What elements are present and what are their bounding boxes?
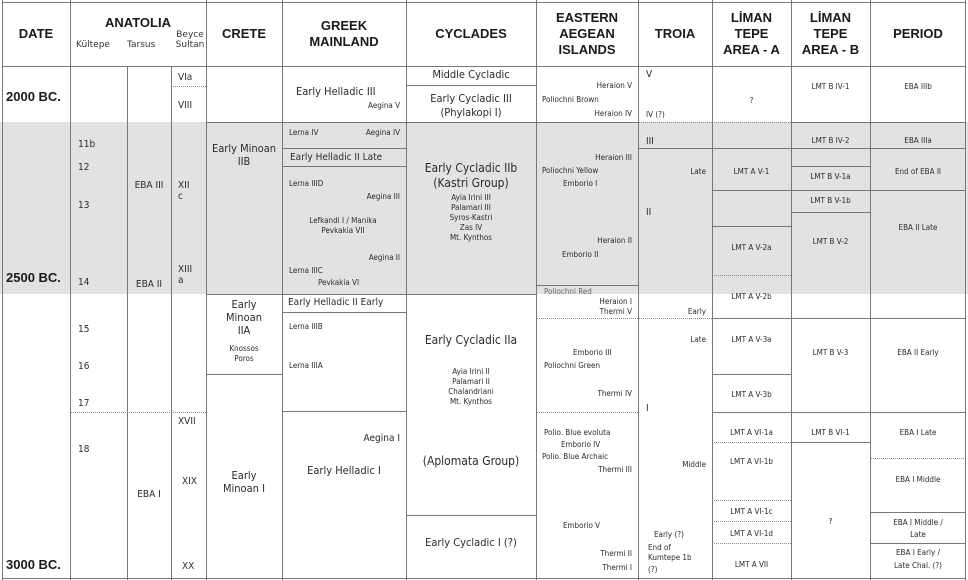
table-border-bottom bbox=[2, 578, 966, 579]
liman-a-rule bbox=[712, 374, 791, 375]
kultepe-label: 15 bbox=[78, 324, 90, 335]
greek-lerna3a: Lerna IIIA bbox=[289, 361, 323, 370]
period-eba1-middle-late-2: Late bbox=[910, 530, 926, 539]
eastern-thermi4: Thermi IV bbox=[597, 389, 632, 398]
eastern-heraion3: Heraion III bbox=[595, 153, 632, 162]
liman-a-dotted-rule bbox=[712, 521, 791, 522]
liman-a-rule bbox=[712, 190, 791, 191]
liman-a-rule bbox=[712, 412, 791, 413]
cyclades-phylakopi: (Phylakopi I) bbox=[440, 106, 502, 119]
cyclades-zas: Zas IV bbox=[459, 223, 483, 232]
liman-a-rule bbox=[712, 318, 791, 319]
liman-a-question: ? bbox=[749, 96, 754, 105]
date-3000: 3000 BC. bbox=[6, 557, 61, 572]
liman-a-rule bbox=[712, 226, 791, 227]
troia-early1: Early bbox=[687, 307, 706, 316]
beyce-label: XII c bbox=[178, 180, 190, 202]
cyclades-kastri: (Kastri Group) bbox=[433, 176, 509, 190]
beyce-label: XX bbox=[182, 561, 195, 572]
crete-em1: Early Minoan I bbox=[222, 469, 265, 495]
greek-lerna3d: Lerna IIID bbox=[289, 179, 324, 188]
eastern-pol-blue-arch: Polio. Blue Archaic bbox=[542, 452, 609, 461]
greek-rule bbox=[282, 312, 406, 313]
cyclades-aplomata: (Aplomata Group) bbox=[422, 454, 520, 468]
header-date: DATE bbox=[18, 26, 54, 41]
greek-lerna3c: Lerna IIIC bbox=[289, 266, 323, 275]
kultepe-label: 18 bbox=[78, 444, 90, 455]
table-border-right bbox=[965, 0, 966, 580]
eastern-pol-green: Poliochni Green bbox=[544, 361, 601, 370]
eastern-emborio4: Emborio IV bbox=[561, 440, 601, 449]
cyclades-rule bbox=[406, 85, 536, 86]
period-rule bbox=[870, 122, 966, 123]
cyclades-ec2b: Early Cycladic IIb bbox=[424, 161, 518, 175]
header-liman-a: LİMAN TEPE AREA - A bbox=[723, 10, 780, 57]
anatolia-subdivider bbox=[127, 66, 128, 580]
liman-b-v2: LMT B V-2 bbox=[812, 237, 849, 246]
eastern-heraion2: Heraion II bbox=[597, 236, 632, 245]
header-liman-b: LİMAN TEPE AREA - B bbox=[801, 10, 860, 57]
header-anatolia: ANATOLIA bbox=[105, 15, 171, 30]
cyclades-ec3: Early Cycladic III bbox=[430, 92, 512, 105]
period-eba1-early: EBA I Early / bbox=[896, 548, 940, 557]
date-2000: 2000 BC. bbox=[6, 89, 61, 104]
column-divider bbox=[712, 0, 713, 580]
period-rule bbox=[870, 543, 966, 544]
liman-b-rule bbox=[791, 166, 870, 167]
eastern-thermi1: Thermi I bbox=[602, 563, 632, 572]
greek-rule bbox=[282, 166, 406, 167]
liman-a-v3a: LMT A V-3a bbox=[731, 335, 772, 344]
beyce-label: VIa bbox=[178, 72, 193, 83]
liman-a-v1: LMT A V-1 bbox=[733, 167, 770, 176]
liman-b-rule bbox=[791, 148, 870, 149]
greek-rule bbox=[282, 122, 406, 123]
table-border-left bbox=[2, 0, 3, 580]
crete-rule bbox=[206, 122, 282, 123]
beyce-label: XVII bbox=[178, 416, 196, 427]
greek-pevkakia7: Pevkakia VII bbox=[321, 226, 365, 235]
liman-a-vi1a: LMT A VI-1a bbox=[730, 428, 773, 437]
header-tarsus: Tarsus bbox=[127, 40, 156, 50]
liman-a-vii: LMT A VII bbox=[734, 560, 769, 569]
eastern-heraion5: Heraion V bbox=[596, 81, 632, 90]
beyce-label: VIII bbox=[178, 100, 193, 111]
eastern-heraion1: Heraion I bbox=[599, 297, 632, 306]
greek-eh3: Early Helladic III bbox=[296, 85, 376, 98]
period-eba1-middle-late: EBA I Middle / bbox=[893, 518, 943, 527]
liman-b-rule bbox=[791, 412, 870, 413]
liman-b-question: ? bbox=[828, 517, 833, 526]
eastern-emborio3: Emborio III bbox=[573, 348, 612, 357]
eastern-emborio2: Emborio II bbox=[562, 250, 599, 259]
troia-iii: III bbox=[646, 136, 654, 147]
tarsus-eba2: EBA II bbox=[135, 279, 163, 290]
liman-b-v3: LMT B V-3 bbox=[812, 348, 849, 357]
anatolia-dotted-rule bbox=[70, 412, 206, 413]
troia-middle: Middle bbox=[682, 460, 706, 469]
liman-a-vi1c: LMT A VI-1c bbox=[730, 507, 773, 516]
header-cyclades: CYCLADES bbox=[435, 26, 507, 41]
date-2500: 2500 BC. bbox=[6, 270, 61, 285]
period-rule bbox=[870, 512, 966, 513]
eastern-heraion4: Heraion IV bbox=[594, 109, 632, 118]
liman-b-rule bbox=[791, 190, 870, 191]
column-divider bbox=[406, 0, 407, 580]
liman-a-dotted-rule bbox=[712, 543, 791, 544]
greek-eh2early: Early Helladic II Early bbox=[288, 297, 384, 308]
eastern-thermi5: Thermi V bbox=[599, 307, 632, 316]
liman-b-rule bbox=[791, 318, 870, 319]
kultepe-label: 16 bbox=[78, 361, 90, 372]
eastern-pol-yellow: Poliochni Yellow bbox=[542, 166, 599, 175]
troia-late2: Late bbox=[690, 335, 706, 344]
liman-b-rule bbox=[791, 122, 870, 123]
eastern-dotted-rule bbox=[536, 318, 638, 319]
greek-aegina3: Aegina III bbox=[366, 192, 400, 201]
header-bottom-rule bbox=[2, 66, 966, 67]
cyclades-ayia2: Ayia Irini II bbox=[452, 367, 490, 376]
eastern-thermi2: Thermi II bbox=[600, 549, 632, 558]
header-kultepe: Kültepe bbox=[76, 40, 110, 50]
eastern-rule bbox=[536, 122, 638, 123]
period-eba2-early: EBA II Early bbox=[897, 348, 939, 357]
greek-rule bbox=[282, 411, 406, 412]
eastern-emborio5: Emborio V bbox=[563, 521, 601, 530]
liman-b-v1b: LMT B V-1b bbox=[810, 196, 851, 205]
kultepe-label: 12 bbox=[78, 162, 90, 173]
period-rule bbox=[870, 318, 966, 319]
greek-lerna3b: Lerna IIIB bbox=[289, 322, 323, 331]
liman-a-rule bbox=[712, 148, 791, 149]
kultepe-label: 17 bbox=[78, 398, 90, 409]
greek-rule bbox=[282, 294, 406, 295]
cyclades-ayia3: Ayia Irini III bbox=[451, 193, 491, 202]
cyclades-rule bbox=[406, 122, 536, 123]
crete-em2b: Early Minoan IIB bbox=[211, 142, 277, 168]
crete-poros: Poros bbox=[234, 354, 254, 363]
liman-b-vi1: LMT B VI-1 bbox=[811, 428, 850, 437]
period-eba3a: EBA IIIa bbox=[904, 136, 932, 145]
header-eastern-aegean: EASTERN AEGEAN ISLANDS bbox=[555, 10, 619, 57]
liman-a-dotted-rule bbox=[712, 275, 791, 276]
liman-a-v3b: LMT A V-3b bbox=[731, 390, 772, 399]
beyce-label: XIII a bbox=[178, 264, 193, 286]
beyce-label: XIX bbox=[182, 476, 197, 487]
cyclades-chalandriani: Chalandriani bbox=[448, 387, 494, 396]
column-divider bbox=[638, 0, 639, 580]
troia-end-of: End of bbox=[648, 543, 671, 552]
eastern-emborio1: Emborio I bbox=[563, 179, 598, 188]
tarsus-eba3: EBA III bbox=[134, 180, 164, 191]
period-end-eba2: End of EBA II bbox=[894, 167, 942, 176]
eastern-dotted-rule bbox=[536, 412, 638, 413]
eastern-rule bbox=[536, 285, 638, 286]
liman-b-rule bbox=[791, 442, 870, 443]
period-rule bbox=[870, 190, 966, 191]
period-eba1-early-2: Late Chal. (?) bbox=[894, 561, 942, 570]
greek-lefkandi: Lefkandi I / Manika bbox=[309, 216, 377, 225]
greek-aegina1: Aegina I bbox=[363, 433, 400, 444]
column-divider bbox=[70, 0, 71, 580]
crete-rule bbox=[206, 294, 282, 295]
liman-a-vi1b: LMT A VI-1b bbox=[730, 457, 773, 466]
anatolia-subdivider bbox=[171, 66, 172, 580]
greek-aegina2: Aegina II bbox=[368, 253, 400, 262]
header-beyce-sultan: Beyce Sultan bbox=[175, 30, 205, 50]
liman-a-v2b: LMT A V-2b bbox=[731, 292, 772, 301]
troia-kumtepe: Kumtepe 1b bbox=[648, 553, 692, 562]
troia-dotted-rule bbox=[638, 318, 712, 319]
liman-a-dotted-rule bbox=[712, 122, 791, 123]
liman-a-v2a: LMT A V-2a bbox=[731, 243, 772, 252]
cyclades-kynthos1: Mt. Kynthos bbox=[449, 233, 493, 242]
greek-lerna4: Lerna IV bbox=[289, 128, 319, 137]
kultepe-label: 11b bbox=[78, 139, 96, 150]
troia-iv: IV (?) bbox=[646, 110, 665, 119]
column-divider bbox=[536, 0, 537, 580]
period-dotted-rule bbox=[870, 458, 966, 459]
crete-rule bbox=[206, 374, 282, 375]
column-divider bbox=[282, 0, 283, 580]
period-eba3b: EBA IIIb bbox=[904, 82, 932, 91]
cyclades-mc: Middle Cycladic bbox=[432, 68, 510, 81]
period-rule bbox=[870, 148, 966, 149]
crete-knossos: Knossos bbox=[229, 344, 259, 353]
liman-a-dotted-rule bbox=[712, 500, 791, 501]
cyclades-ec2a: Early Cycladic IIa bbox=[424, 333, 518, 347]
liman-b-v1a: LMT B V-1a bbox=[810, 172, 851, 181]
crete-em2a: Early Minoan IIA bbox=[226, 298, 262, 337]
cyclades-syros: Syros-Kastri bbox=[449, 213, 493, 222]
liman-a-dotted-rule bbox=[712, 442, 791, 443]
period-eba1-middle: EBA I Middle bbox=[895, 475, 941, 484]
cyclades-kynthos2: Mt. Kynthos bbox=[449, 397, 493, 406]
greek-rule bbox=[282, 148, 406, 149]
column-divider bbox=[206, 0, 207, 580]
greek-eh1: Early Helladic I bbox=[307, 464, 381, 477]
cyclades-rule bbox=[406, 515, 536, 516]
troia-late1: Late bbox=[690, 167, 706, 176]
cyclades-rule bbox=[406, 294, 536, 295]
header-period: PERIOD bbox=[893, 26, 943, 41]
period-rule bbox=[870, 412, 966, 413]
cyclades-palamari2: Palamari II bbox=[452, 377, 490, 386]
liman-b-iv2: LMT B IV-2 bbox=[811, 136, 850, 145]
cyclades-palamari3: Palamari III bbox=[451, 203, 491, 212]
tarsus-eba1: EBA I bbox=[137, 489, 161, 500]
troia-early2: Early (?) bbox=[654, 530, 684, 539]
period-eba1-late: EBA I Late bbox=[899, 428, 937, 437]
kultepe-label: 13 bbox=[78, 200, 90, 211]
header-greek-mainland: GREEK MAINLAND bbox=[309, 18, 379, 49]
greek-pevkakia6: Pevkakia VI bbox=[318, 278, 360, 287]
liman-a-vi1d: LMT A VI-1d bbox=[730, 529, 773, 538]
liman-b-rule bbox=[791, 212, 870, 213]
troia-i: I bbox=[646, 403, 649, 414]
troia-ii: II bbox=[646, 207, 652, 218]
troia-v: V bbox=[646, 69, 653, 80]
beyce-rule bbox=[171, 86, 206, 87]
eastern-pol-red: Poliochni Red bbox=[544, 287, 592, 296]
kultepe-label: 14 bbox=[78, 277, 90, 288]
liman-b-iv1: LMT B IV-1 bbox=[811, 82, 850, 91]
header-troia: TROIA bbox=[654, 26, 696, 41]
eastern-thermi3: Thermi III bbox=[598, 465, 632, 474]
cyclades-ec1: Early Cycladic I (?) bbox=[425, 536, 517, 549]
greek-aegina5: Aegina V bbox=[368, 101, 400, 110]
period-eba2-late: EBA II Late bbox=[898, 223, 938, 232]
troia-rule bbox=[638, 148, 712, 149]
table-border-top bbox=[2, 2, 966, 3]
greek-aegina4: Aegina IV bbox=[365, 128, 400, 137]
header-crete: CRETE bbox=[221, 26, 267, 41]
troia-question: (?) bbox=[648, 565, 658, 574]
troia-dotted-rule bbox=[638, 122, 712, 123]
greek-eh2late: Early Helladic II Late bbox=[290, 152, 383, 163]
eastern-pol-blue-evol: Polio. Blue evoluta bbox=[544, 428, 611, 437]
eastern-pol-brown: Poliochni Brown bbox=[542, 95, 599, 104]
